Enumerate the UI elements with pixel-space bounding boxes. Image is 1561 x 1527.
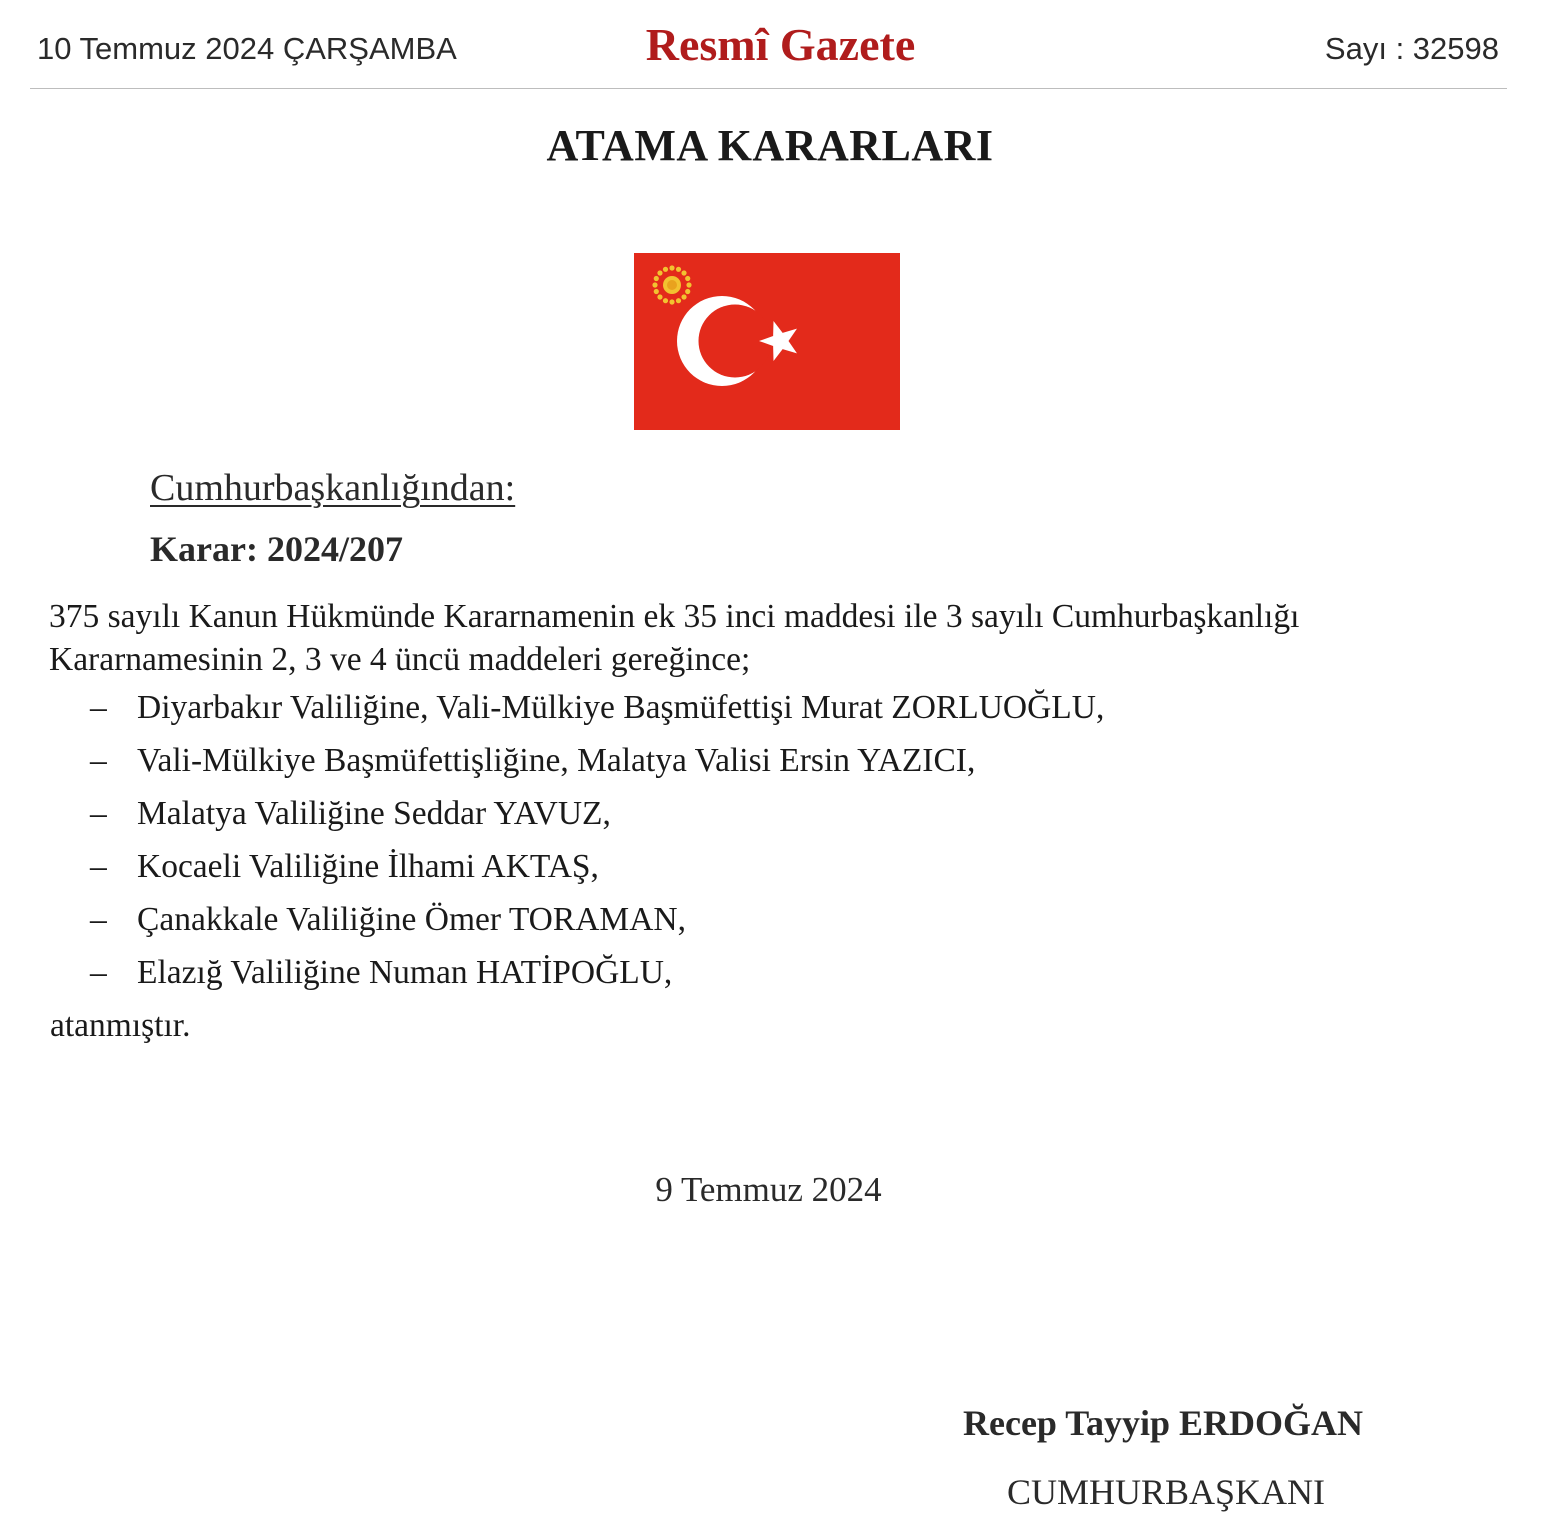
seal-star (654, 276, 659, 281)
decision-number: Karar: 2024/207 (150, 529, 403, 569)
appointment-text: Çanakkale Valiliğine Ömer TORAMAN, (137, 901, 686, 938)
list-dash: – (90, 689, 107, 726)
signature-date: 9 Temmuz 2024 (655, 1170, 882, 1209)
list-dash: – (90, 795, 107, 832)
appointment-item (90, 845, 1104, 898)
seal-star (663, 298, 668, 303)
seal-star (652, 282, 657, 287)
seal-star (681, 294, 686, 299)
turkish-flag-with-presidential-seal-icon (634, 253, 900, 430)
seal-star (663, 267, 668, 272)
appointment-item (90, 792, 1104, 845)
section-title: ATAMA KARARLARI (546, 121, 994, 170)
decision-body: 375 sayılı Kanun Hükmünde Kararnamenin ek 35 inci maddesi ile 3 sayılı Cumhurbaşkanlığı Kararnamesinin 2, 3 ve 4 üncü maddeleri gereğince; (49, 598, 1300, 678)
seal-star (686, 282, 691, 287)
seal-star (657, 270, 662, 275)
appointment-text: Diyarbakır Valiliğine, Vali-Mülkiye Başmüfettişi Murat ZORLUOĞLU, (137, 689, 1105, 726)
seal-star (681, 270, 686, 275)
header-divider (30, 88, 1507, 89)
issue-number: Sayı : 32598 (1324, 31, 1499, 66)
seal-star (669, 299, 674, 304)
seal-sun-core (667, 280, 677, 290)
appointment-text: Kocaeli Valiliğine İlhami AKTAŞ, (137, 848, 599, 885)
appointment-item (90, 951, 1104, 1004)
appointment-text: Vali-Mülkiye Başmüfettişliğine, Malatya Valisi Ersin YAZICI, (137, 742, 976, 779)
seal-star (676, 298, 681, 303)
masthead-title: Resmî Gazete (645, 19, 916, 70)
signer-title: CUMHURBAŞKANI (1007, 1472, 1326, 1512)
seal-star (676, 267, 681, 272)
appointment-item (90, 686, 1104, 739)
seal-star (669, 265, 674, 270)
appointment-item (90, 898, 1104, 951)
issuer-heading: Cumhurbaşkanlığından: (150, 467, 516, 509)
masthead-date: 10 Temmuz 2024 ÇARŞAMBA (37, 31, 457, 66)
closing-text: atanmıştır. (50, 1007, 191, 1044)
appointment-list (90, 686, 1104, 1004)
appointment-item (90, 739, 1104, 792)
seal-star (654, 289, 659, 294)
seal-star (685, 276, 690, 281)
appointment-text: Elazığ Valiliğine Numan HATİPOĞLU, (137, 954, 673, 991)
appointment-text: Malatya Valiliğine Seddar YAVUZ, (137, 795, 611, 832)
list-dash: – (90, 742, 107, 779)
signer-name: Recep Tayyip ERDOĞAN (963, 1403, 1364, 1443)
list-dash: – (90, 848, 107, 885)
seal-star (657, 294, 662, 299)
list-dash: – (90, 901, 107, 938)
seal-star (685, 289, 690, 294)
list-dash: – (90, 954, 107, 991)
